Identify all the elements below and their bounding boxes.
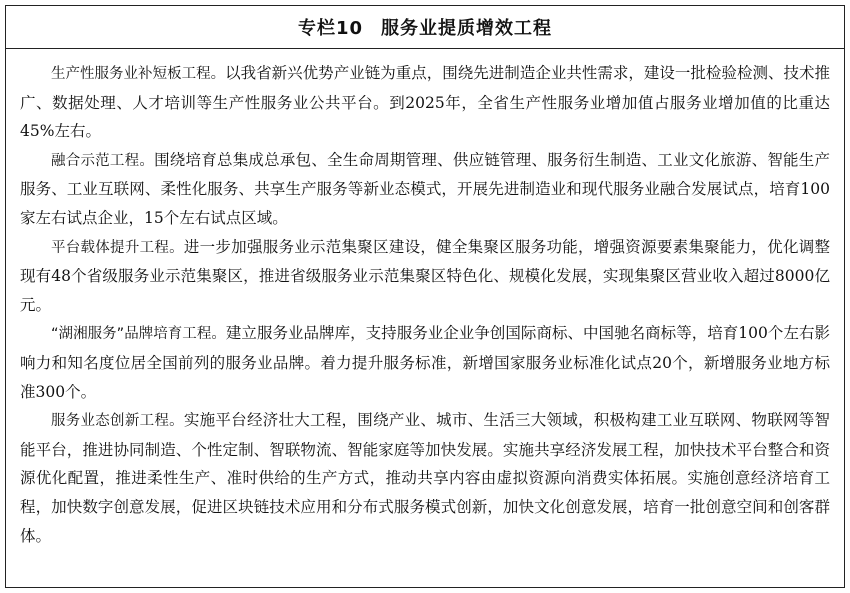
paragraph-integration-demo	[20, 146, 830, 233]
paragraph-heading: 生产性服务业补短板工程。	[51, 66, 226, 82]
paragraph-producer-services	[20, 59, 830, 146]
paragraph-platform-carrier	[20, 233, 830, 320]
column-content	[6, 49, 844, 550]
paragraph-heading: 平台载体提升工程。	[51, 239, 184, 256]
paragraph-heading: 服务业态创新工程。	[51, 413, 184, 430]
paragraph-body: 以我省新兴优势产业链为重点，围绕先进制造企业共性需求，建设一批检验检测、技术推广、数据处理、人才培训等生产性服务业公共平台。到2025年，全省生产性服务业增加值占服务业增加值的比重达45%左右。	[20, 64, 830, 141]
paragraph-body: 围绕培育总集成总承包、全生命周期管理、供应链管理、服务衍生制造、工业文化旅游、智能生产服务、工业互联网、柔性化服务、共享生产服务等新业态模式，开展先进制造业和现代服务业融合发展试点，培育100家左右试点企业，15个左右试点区域。	[20, 150, 830, 227]
column-title-text: 服务业提质增效工程	[381, 18, 553, 39]
column-title	[6, 6, 844, 49]
paragraph-body: 建立服务业品牌库，支持服务业企业争创国际商标、中国驰名商标等，培育100个左右影响力和知名度位居全国前列的服务业品牌。着力提升服务标准，新增国家服务业标准化试点20个，新增服务业地方标准300个。	[20, 324, 830, 401]
paragraph-body: 实施平台经济壮大工程，围绕产业、城市、生活三大领域，积极构建工业互联网、物联网等智能平台，推进协同制造、个性定制、智联物流、智能家庭等加快发展。实施共享经济发展工程，加快技术平台整合和资源优化配置，推进柔性生产、准时供给的生产方式，推动共享内容由虚拟资源向消费实体拓展。实施创意经济培育工程，加快数字创意发展，促进区块链技术应用和分布式服务模式创新，加快文化创意发展，培育一批创意空间和创客群体。	[20, 411, 830, 545]
column-number: 专栏10	[297, 18, 364, 39]
paragraph-business-innovation	[20, 406, 830, 550]
paragraph-body: 进一步加强服务业示范集聚区建设，健全集聚区服务功能，增强资源要素集聚能力，优化调整现有48个省级服务业示范集聚区，推进省级服务业示范集聚区特色化、规模化发展，实现集聚区营业收入超过8000亿元。	[20, 237, 830, 314]
paragraph-heading: 融合示范工程。	[51, 152, 155, 169]
paragraph-brand-cultivation	[20, 319, 830, 406]
column-box	[5, 5, 845, 588]
paragraph-heading: “湖湘服务”品牌培育工程。	[51, 326, 226, 343]
